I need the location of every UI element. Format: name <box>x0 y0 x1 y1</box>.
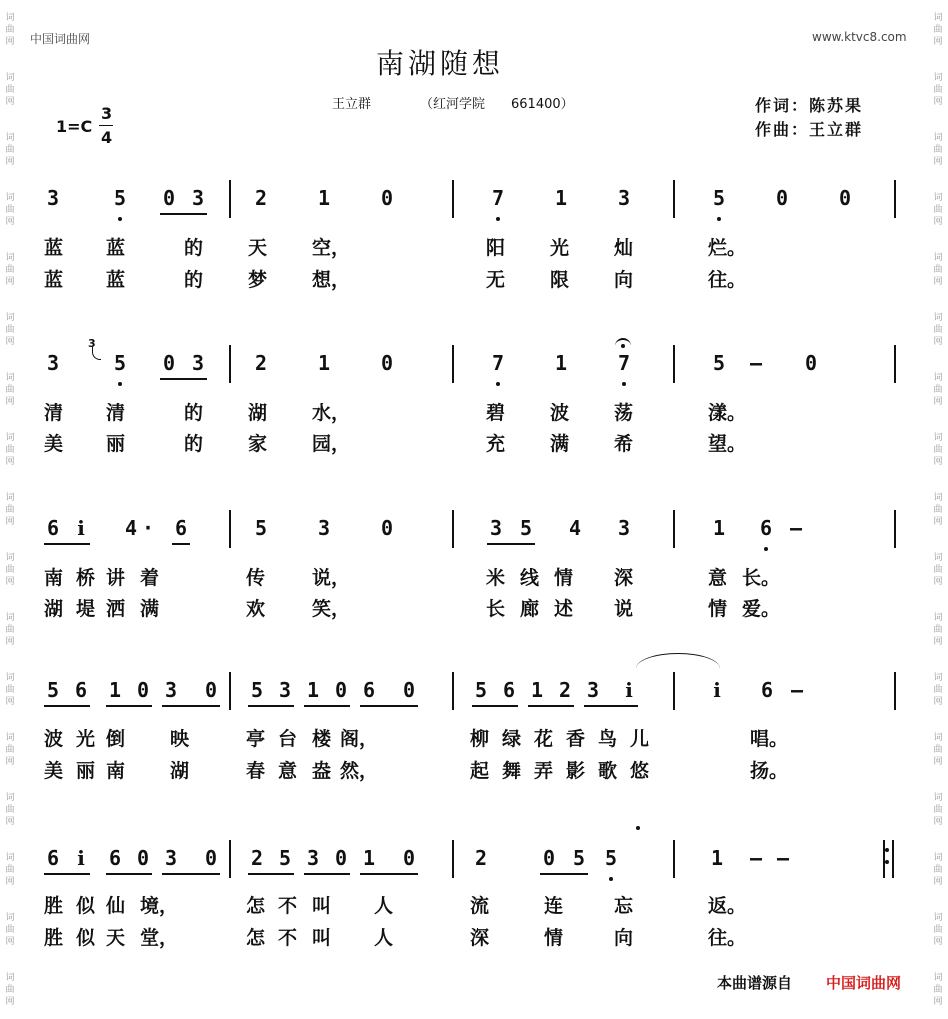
lyric-char: 光 <box>550 237 570 259</box>
lyric-char: 烂。 <box>708 237 747 259</box>
lyric-char: 春 <box>246 760 266 782</box>
lyric-char: 爱。 <box>742 598 781 620</box>
watermark-text: 词 曲 网 <box>933 193 943 227</box>
watermark-text: 词 曲 网 <box>5 13 15 47</box>
watermark-text: 词 曲 网 <box>5 73 15 107</box>
note: 4 <box>568 516 582 540</box>
lyric-char: 的 <box>184 237 204 259</box>
lyric-char: 的 <box>184 433 204 455</box>
lyric-char: 限 <box>550 269 570 291</box>
key-signature: 1=C <box>56 117 93 136</box>
lyric-char: 然， <box>340 760 379 782</box>
lyric-char: 堤 <box>76 598 96 620</box>
barline <box>894 672 896 710</box>
lyric-char: 南 <box>44 567 64 589</box>
lyric-char: 绿 <box>502 728 522 750</box>
barline <box>452 510 454 548</box>
watermark-text: 词 曲 网 <box>5 973 15 1007</box>
site-name-left: 中国词曲网 <box>30 32 91 46</box>
lyric-char: 湖 <box>248 402 268 424</box>
lyric-char: 倒 <box>106 728 126 750</box>
barline <box>894 180 896 218</box>
lyric-char: 胜 <box>44 895 64 917</box>
octave-dot <box>717 217 721 221</box>
note: i <box>713 678 721 702</box>
lyric-char: 蓝 <box>44 269 64 291</box>
lyric-char: 蓝 <box>106 237 126 259</box>
lyric-char: 映 <box>170 728 190 750</box>
watermark-text: 词 曲 网 <box>933 133 943 167</box>
lyric-char: 鸟 <box>598 728 618 750</box>
watermark-text: 词 曲 网 <box>933 373 943 407</box>
lyric-char: 丽 <box>76 760 96 782</box>
underline-beam <box>160 213 207 215</box>
lyric-char: 的 <box>184 269 204 291</box>
note: 0 <box>136 846 150 870</box>
underline-beam <box>304 705 350 707</box>
note: 6 <box>46 516 60 540</box>
barline <box>892 840 894 878</box>
note: – <box>776 846 790 870</box>
watermark-text: 词 曲 网 <box>933 973 943 1007</box>
underline-beam <box>162 873 220 875</box>
lyric-char: 漾。 <box>708 402 747 424</box>
lyric-char: 荡 <box>614 402 634 424</box>
repeat-dot-bottom <box>885 860 889 864</box>
note: 7 <box>491 351 505 375</box>
barline <box>673 180 675 218</box>
octave-dot <box>496 382 500 386</box>
barline <box>452 345 454 383</box>
note: 0 <box>334 678 348 702</box>
underline-beam <box>528 705 574 707</box>
watermark-text: 词 曲 网 <box>933 733 943 767</box>
lyric-char: 不 <box>278 895 298 917</box>
watermark-text: 词 曲 网 <box>933 673 943 707</box>
lyric-char: 人 <box>374 927 394 949</box>
underline-beam <box>44 873 90 875</box>
lyric-char: 梦 <box>248 269 268 291</box>
note: 6 <box>362 678 376 702</box>
note: i <box>625 678 633 702</box>
lyric-char: 向 <box>614 927 634 949</box>
note: 3 <box>306 846 320 870</box>
note: 0 <box>542 846 556 870</box>
lyric-char: 天 <box>106 927 126 949</box>
lyric-char: 笑， <box>312 598 351 620</box>
lyric-char: 忘 <box>614 895 634 917</box>
note: 2 <box>558 678 572 702</box>
note: 5 <box>254 516 268 540</box>
barline <box>452 840 454 878</box>
octave-dot <box>609 877 613 881</box>
lyric-char: 廊 <box>520 598 540 620</box>
note: 2 <box>250 846 264 870</box>
lyric-char: 连 <box>544 895 564 917</box>
note: 1 <box>554 351 568 375</box>
lyric-char: 情 <box>708 598 728 620</box>
barline <box>673 510 675 548</box>
watermark-text: 词 曲 网 <box>933 913 943 947</box>
barline <box>883 840 885 878</box>
lyric-char: 歌 <box>598 760 618 782</box>
lyric-char: 美 <box>44 433 64 455</box>
lyric-char: 希 <box>614 433 634 455</box>
note: 5 <box>278 846 292 870</box>
note: 5 <box>250 678 264 702</box>
note: – <box>790 678 804 702</box>
note: 5 <box>474 678 488 702</box>
lyric-char: 长 <box>486 598 506 620</box>
underline-beam <box>584 705 638 707</box>
note: i <box>77 846 85 870</box>
watermark-text: 词 曲 网 <box>5 193 15 227</box>
watermark-text: 词 曲 网 <box>5 793 15 827</box>
barline <box>229 180 231 218</box>
lyric-char: 蓝 <box>106 269 126 291</box>
lyric-char: 儿 <box>630 728 650 750</box>
lyric-char: 湖 <box>170 760 190 782</box>
note: 0 <box>402 846 416 870</box>
lyric-char: 唱。 <box>750 728 789 750</box>
slur-arc <box>636 653 720 684</box>
watermark-text: 词 曲 网 <box>5 553 15 587</box>
lyric-char: 仙 <box>106 895 126 917</box>
watermark-text: 词 曲 网 <box>5 133 15 167</box>
note: – <box>749 351 763 375</box>
lyric-char: 的 <box>184 402 204 424</box>
watermark-text: 词 曲 网 <box>933 793 943 827</box>
note: 3 <box>617 516 631 540</box>
lyric-char: 境， <box>140 895 179 917</box>
lyric-char: 怎 <box>246 895 266 917</box>
grace-slur <box>92 347 101 360</box>
time-signature-bottom: 4 <box>101 128 113 147</box>
note: 1 <box>554 186 568 210</box>
lyric-char: 柳 <box>470 728 490 750</box>
lyric-char: 往。 <box>708 927 747 949</box>
lyric-char: 叫 <box>312 895 332 917</box>
lyric-char: 波 <box>44 728 64 750</box>
lyric-char: 弄 <box>534 760 554 782</box>
lyric-char: 盎 <box>312 760 332 782</box>
lyric-char: 怎 <box>246 927 266 949</box>
note: 5 <box>712 351 726 375</box>
lyric-char: 扬。 <box>750 760 789 782</box>
author-affiliation: （红河学院 661400） <box>420 97 574 112</box>
lyric-char: 洒 <box>106 598 126 620</box>
lyric-char: 起 <box>470 760 490 782</box>
lyric-char: 花 <box>534 728 554 750</box>
lyric-char: 胜 <box>44 927 64 949</box>
watermark-text: 词 曲 网 <box>5 913 15 947</box>
lyric-char: 美 <box>44 760 64 782</box>
site-url-right: www.ktvc8.com <box>812 30 907 44</box>
watermark-text: 词 曲 网 <box>933 553 943 587</box>
lyric-char: 波 <box>550 402 570 424</box>
barline <box>229 345 231 383</box>
note: 5 <box>572 846 586 870</box>
note: 0 <box>804 351 818 375</box>
lyric-char: 深 <box>614 567 634 589</box>
lyric-char: 舞 <box>502 760 522 782</box>
repeat-dot-top <box>885 848 889 852</box>
lyric-char: 满 <box>550 433 570 455</box>
note: 5 <box>712 186 726 210</box>
lyric-char: 堂， <box>140 927 179 949</box>
note: 3 <box>317 516 331 540</box>
lyric-char: 空， <box>312 237 351 259</box>
note: 1 <box>317 351 331 375</box>
lyric-char: 往。 <box>708 269 747 291</box>
watermark-text: 词 曲 网 <box>933 13 943 47</box>
note: 1 <box>306 678 320 702</box>
watermark-text: 词 曲 网 <box>933 433 943 467</box>
octave-dot <box>764 547 768 551</box>
lyric-char: 流 <box>470 895 490 917</box>
octave-dot <box>118 382 122 386</box>
note: 6 <box>759 516 773 540</box>
lyric-char: 影 <box>566 760 586 782</box>
watermark-text: 词 曲 网 <box>933 73 943 107</box>
lyric-char: 说 <box>614 598 634 620</box>
note: 3 <box>489 516 503 540</box>
note: 0 <box>204 846 218 870</box>
note: 3 <box>586 678 600 702</box>
lyric-char: 满 <box>140 598 160 620</box>
note: 3 <box>46 351 60 375</box>
lyric-char: 台 <box>278 728 298 750</box>
lyric-char: 光 <box>76 728 96 750</box>
lyric-char: 碧 <box>486 402 506 424</box>
lyric-char: 似 <box>76 927 96 949</box>
note: 5 <box>604 846 618 870</box>
watermark-text: 词 曲 网 <box>933 613 943 647</box>
watermark-text: 词 曲 网 <box>5 373 15 407</box>
staccato-dot <box>636 826 640 830</box>
underline-beam <box>44 543 90 545</box>
note: 0 <box>838 186 852 210</box>
note: – <box>749 846 763 870</box>
lyric-char: 香 <box>566 728 586 750</box>
grace-note: 3 <box>88 337 96 350</box>
note: 0 <box>162 186 176 210</box>
lyric-char: 清 <box>106 402 126 424</box>
underline-beam <box>360 873 418 875</box>
lyric-char: 阁， <box>340 728 379 750</box>
lyric-char: 意 <box>708 567 728 589</box>
lyric-char: 望。 <box>708 433 747 455</box>
octave-dot <box>622 382 626 386</box>
note: · <box>141 516 155 540</box>
note: 1 <box>317 186 331 210</box>
lyric-char: 水， <box>312 402 351 424</box>
note: 1 <box>108 678 122 702</box>
watermark-text: 词 曲 网 <box>5 433 15 467</box>
lyric-char: 清 <box>44 402 64 424</box>
note: 0 <box>380 516 394 540</box>
lyric-char: 向 <box>614 269 634 291</box>
note: 6 <box>174 516 188 540</box>
lyric-char: 阳 <box>486 237 506 259</box>
underline-beam <box>172 543 190 545</box>
lyric-char: 无 <box>486 269 506 291</box>
underline-beam <box>106 873 152 875</box>
source-site: 中国词曲网 <box>826 974 902 992</box>
time-signature-top: 3 <box>101 104 113 123</box>
lyric-char: 充 <box>486 433 506 455</box>
note: 4 <box>124 516 138 540</box>
lyric-char: 湖 <box>44 598 64 620</box>
note: 0 <box>136 678 150 702</box>
note: 3 <box>278 678 292 702</box>
note: 5 <box>113 186 127 210</box>
fermata-dot <box>621 344 625 348</box>
watermark-text: 词 曲 网 <box>933 493 943 527</box>
underline-beam <box>160 378 207 380</box>
note: 7 <box>491 186 505 210</box>
watermark-text: 词 曲 网 <box>5 253 15 287</box>
lyric-char: 米 <box>486 567 506 589</box>
lyric-char: 述 <box>554 598 574 620</box>
underline-beam <box>360 705 418 707</box>
note: 3 <box>164 846 178 870</box>
watermark-text: 词 曲 网 <box>5 313 15 347</box>
lyric-char: 丽 <box>106 433 126 455</box>
watermark-text: 词 曲 网 <box>933 253 943 287</box>
note: 0 <box>380 351 394 375</box>
watermark-text: 词 曲 网 <box>5 733 15 767</box>
note: 2 <box>474 846 488 870</box>
lyric-char: 桥 <box>76 567 96 589</box>
underline-beam <box>162 705 220 707</box>
note: 3 <box>191 351 205 375</box>
note: 1 <box>530 678 544 702</box>
note: 6 <box>760 678 774 702</box>
lyric-char: 欢 <box>246 598 266 620</box>
lyric-char: 长。 <box>742 567 781 589</box>
note: 0 <box>162 351 176 375</box>
lyricist-credit: 作词：陈苏果 <box>755 96 864 115</box>
lyric-char: 蓝 <box>44 237 64 259</box>
lyric-char: 情 <box>544 927 564 949</box>
note: 0 <box>775 186 789 210</box>
note: 0 <box>402 678 416 702</box>
note: 1 <box>712 516 726 540</box>
watermark-text: 词 曲 网 <box>5 493 15 527</box>
barline <box>894 345 896 383</box>
note: 6 <box>502 678 516 702</box>
lyric-char: 深 <box>470 927 490 949</box>
underline-beam <box>248 705 294 707</box>
barline <box>452 180 454 218</box>
note: 5 <box>113 351 127 375</box>
lyric-char: 叫 <box>312 927 332 949</box>
lyric-char: 线 <box>520 567 540 589</box>
time-signature-line <box>99 125 113 126</box>
barline <box>229 672 231 710</box>
barline <box>229 510 231 548</box>
lyric-char: 情 <box>554 567 574 589</box>
barline <box>229 840 231 878</box>
note: – <box>789 516 803 540</box>
lyric-char: 亭 <box>246 728 266 750</box>
note: 7 <box>617 351 631 375</box>
lyric-char: 着 <box>140 567 160 589</box>
watermark-text: 词 曲 网 <box>933 853 943 887</box>
lyric-char: 楼 <box>312 728 332 750</box>
underline-beam <box>540 873 588 875</box>
note: 3 <box>191 186 205 210</box>
lyric-char: 不 <box>278 927 298 949</box>
song-title: 南湖随想 <box>376 47 505 80</box>
note: i <box>77 516 85 540</box>
lyric-char: 园， <box>312 433 351 455</box>
lyric-char: 人 <box>374 895 394 917</box>
watermark-text: 词 曲 网 <box>5 673 15 707</box>
lyric-char: 天 <box>248 237 268 259</box>
composer-credit: 作曲：王立群 <box>755 120 864 139</box>
octave-dot <box>496 217 500 221</box>
note: 0 <box>204 678 218 702</box>
note: 2 <box>254 186 268 210</box>
underline-beam <box>106 705 152 707</box>
underline-beam <box>304 873 350 875</box>
note: 5 <box>46 678 60 702</box>
lyric-char: 传 <box>246 567 266 589</box>
watermark-text: 词 曲 网 <box>5 613 15 647</box>
note: 5 <box>519 516 533 540</box>
barline <box>894 510 896 548</box>
lyric-char: 意 <box>278 760 298 782</box>
note: 6 <box>74 678 88 702</box>
note: 6 <box>46 846 60 870</box>
underline-beam <box>472 705 518 707</box>
underline-beam <box>248 873 294 875</box>
lyric-char: 说， <box>312 567 351 589</box>
lyric-char: 返。 <box>708 895 747 917</box>
barline <box>673 840 675 878</box>
lyric-char: 家 <box>248 433 268 455</box>
note: 1 <box>362 846 376 870</box>
lyric-char: 讲 <box>106 567 126 589</box>
watermark-text: 词 曲 网 <box>933 313 943 347</box>
lyric-char: 悠 <box>630 760 650 782</box>
barline <box>673 345 675 383</box>
author-name: 王立群 <box>332 97 372 112</box>
barline <box>452 672 454 710</box>
lyric-char: 似 <box>76 895 96 917</box>
note: 3 <box>617 186 631 210</box>
lyric-char: 灿 <box>614 237 634 259</box>
note: 2 <box>254 351 268 375</box>
source-label: 本曲谱源自 <box>717 974 793 992</box>
underline-beam <box>44 705 90 707</box>
lyric-char: 南 <box>106 760 126 782</box>
note: 1 <box>710 846 724 870</box>
note: 6 <box>108 846 122 870</box>
note: 3 <box>164 678 178 702</box>
underline-beam <box>487 543 535 545</box>
watermark-text: 词 曲 网 <box>5 853 15 887</box>
note: 0 <box>380 186 394 210</box>
note: 0 <box>334 846 348 870</box>
octave-dot <box>118 217 122 221</box>
lyric-char: 想， <box>312 269 351 291</box>
note: 3 <box>46 186 60 210</box>
